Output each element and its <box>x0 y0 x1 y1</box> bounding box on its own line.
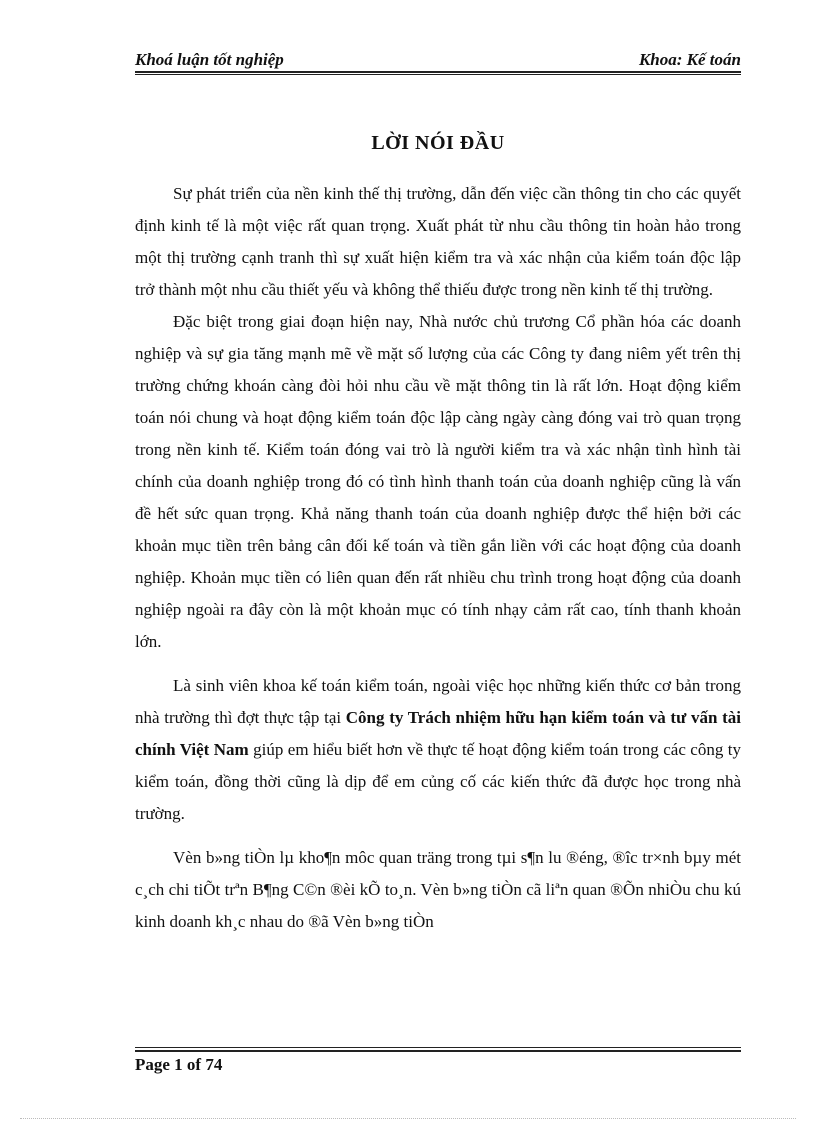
header-rule <box>135 71 741 73</box>
footer-rule <box>135 1050 741 1052</box>
paragraph-3 <box>135 670 741 830</box>
footer-rule-thin <box>135 1047 741 1048</box>
header-rule-thin <box>135 74 741 75</box>
company-name: Công ty Trách nhiệm hữu hạn kiểm toán và tư vấn tài chính Việt Nam <box>135 708 741 759</box>
header-faculty-label: Khoa: Kế toán <box>638 50 741 69</box>
paragraph-3-end: giúp em hiểu biết hơn về thực tế hoạt động kiểm toán trong các công ty kiểm toán, đồng thời cũng là dịp để em củng cố các kiến thức đã được học trong nhà trường. <box>135 740 742 823</box>
page-title: LỜI NÓI ĐẦU <box>371 132 505 154</box>
paragraph-2: Đặc biệt trong giai đoạn hiện nay, Nhà nước chủ trương Cổ phần hóa các doanh nghiệp và sự gia tăng mạnh mẽ về mặt số lượng của các Công ty đang niêm yết trên thị trường chứng khoán càng đòi hỏi nhu cầu về mặt thông tin là rất lớn. Hoạt động kiểm toán nói chung và hoạt động kiểm toán độc lập càng ngày càng đóng vai trò quan trọng trong nền kinh tế. Kiểm toán đóng vai trò là người kiểm tra và xác nhận tình hình tài chính của doanh nghiệp trong đó có tình hình thanh toán của doanh nghiệp cũng là vấn đề hết sức quan trọng. Khả năng thanh toán của doanh nghiệp được thể hiện bởi các khoản mục tiền trên bảng cân đối kế toán và tiền gắn liền với các hoạt động của doanh nghiệp. Khoản mục tiền có liên quan đến rất nhiều chu trình trong hoạt động của doanh nghiệp ngoài ra đây còn là một khoản mục có tính nhạy cảm rất cao, tính thanh khoản lớn. <box>135 312 741 651</box>
header-thesis-label: Khoá luận tốt nghiệp <box>135 50 284 69</box>
page-bottom-border <box>20 1118 796 1119</box>
paragraph-3-start: Là sinh viên khoa kế toán kiểm toán, ngoài việc học những kiến thức cơ bản trong nhà trường thì đợt thực tập tại <box>135 676 741 727</box>
paragraph-4: Vèn b»ng tiÒn lµ kho¶n môc quan träng trong tµi s¶n lu ®éng, ®îc tr×nh bµy mét c¸ch chi tiÕt trªn B¶ng C©n ®èi kÕ to¸n. Vèn b»ng tiÒn cã liªn quan ®Õn nhiÒu chu kú kinh doanh kh¸c nhau do ®ã Vèn b»ng tiÒn <box>135 848 741 931</box>
paragraph-1: Sự phát triển của nền kinh thế thị trường, dẫn đến việc cần thông tin cho các quyết định kinh tế là một việc rất quan trọng. Xuất phát từ nhu cầu thông tin hoàn hảo trong một thị trường cạnh tranh thì sự xuất hiện kiểm tra và xác nhận của kiểm toán độc lập trở thành một nhu cầu thiết yếu và không thể thiếu được trong nền kinh tế thị trường. <box>135 184 741 299</box>
document-body <box>135 178 741 938</box>
page-number: Page 1 of 74 <box>135 1055 223 1074</box>
page-header <box>135 50 741 72</box>
